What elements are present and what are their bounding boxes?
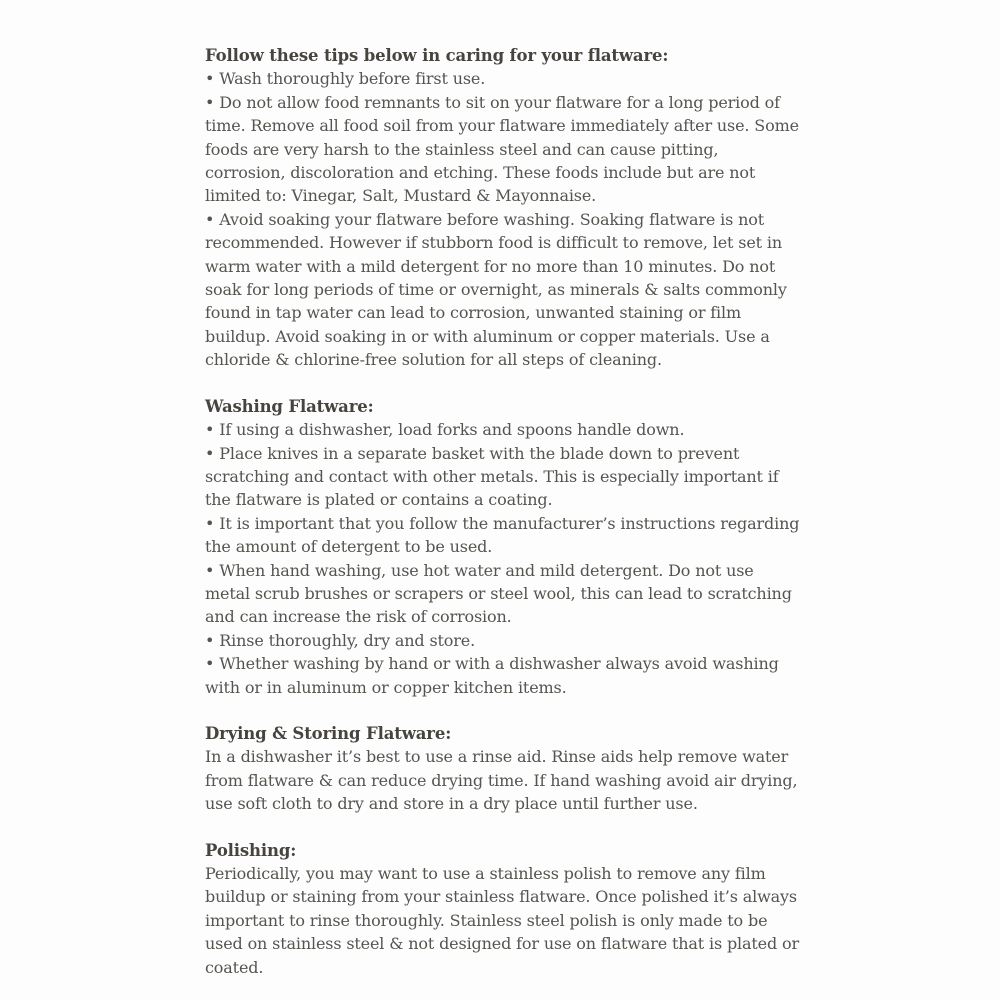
section-heading: Polishing: [205,840,297,860]
section-drying-storing [205,722,802,816]
section-washing-flatware [205,395,802,699]
section-paragraph: In a dishwasher it’s best to use a rinse aid. Rinse aids help remove water from flatware & can reduce drying time. If hand washing avoid air drying, use soft cloth to dry and store in a dry place until further use. [205,747,798,814]
bullet-item: • If using a dishwasher, load forks and spoons handle down. [205,418,802,441]
section-polishing [205,839,802,979]
bullet-item: • Whether washing by hand or with a dishwasher always avoid washing with or in aluminum or copper kitchen items. [205,652,802,699]
bullet-item: • It is important that you follow the manufacturer’s instructions regarding the amount of detergent to be used. [205,512,802,559]
section-care-tips [205,44,802,372]
bullet-item: • Do not allow food remnants to sit on your flatware for a long period of time. Remove all food soil from your flatware immediately after use. Some foods are very harsh to the stainless steel and can cause pitting, corrosion, discoloration and etching. These foods include but are not limited to: Vinegar, Salt, Mustard & Mayonnaise. [205,91,802,208]
section-heading: Follow these tips below in caring for your flatware: [205,46,669,65]
bullet-item: • Rinse thoroughly, dry and store. [205,629,802,652]
bullet-item: • Wash thoroughly before first use. [205,67,802,90]
bullet-item: • Avoid soaking your flatware before washing. Soaking flatware is not recommended. However if stubborn food is difficult to remove, let set in warm water with a mild detergent for no more than 10 minutes. Do not soak for long periods of time or overnight, as minerals & salts commonly found in tap water can lead to corrosion, unwanted staining or film buildup. Avoid soaking in or with aluminum or copper materials. Use a chloride & chlorine-free solution for all steps of cleaning. [205,208,802,372]
section-heading: Drying & Storing Flatware: [205,723,452,743]
bullet-item: • Place knives in a separate basket with the blade down to prevent scratching and contact with other metals. This is especially important if the flatware is plated or contains a coating. [205,442,802,512]
bullet-item: • When hand washing, use hot water and mild detergent. Do not use metal scrub brushes or scrapers or steel wool, this can lead to scratching and can increase the risk of corrosion. [205,559,802,629]
section-heading: Washing Flatware: [205,396,374,416]
section-paragraph: Periodically, you may want to use a stainless polish to remove any film buildup or staining from your stainless flatware. Once polished it’s always important to rinse thoroughly. Stainless steel polish is only made to be used on stainless steel & not designed for use on flatware that is plated or coated. [205,864,800,977]
care-instructions-text-block [205,44,802,979]
